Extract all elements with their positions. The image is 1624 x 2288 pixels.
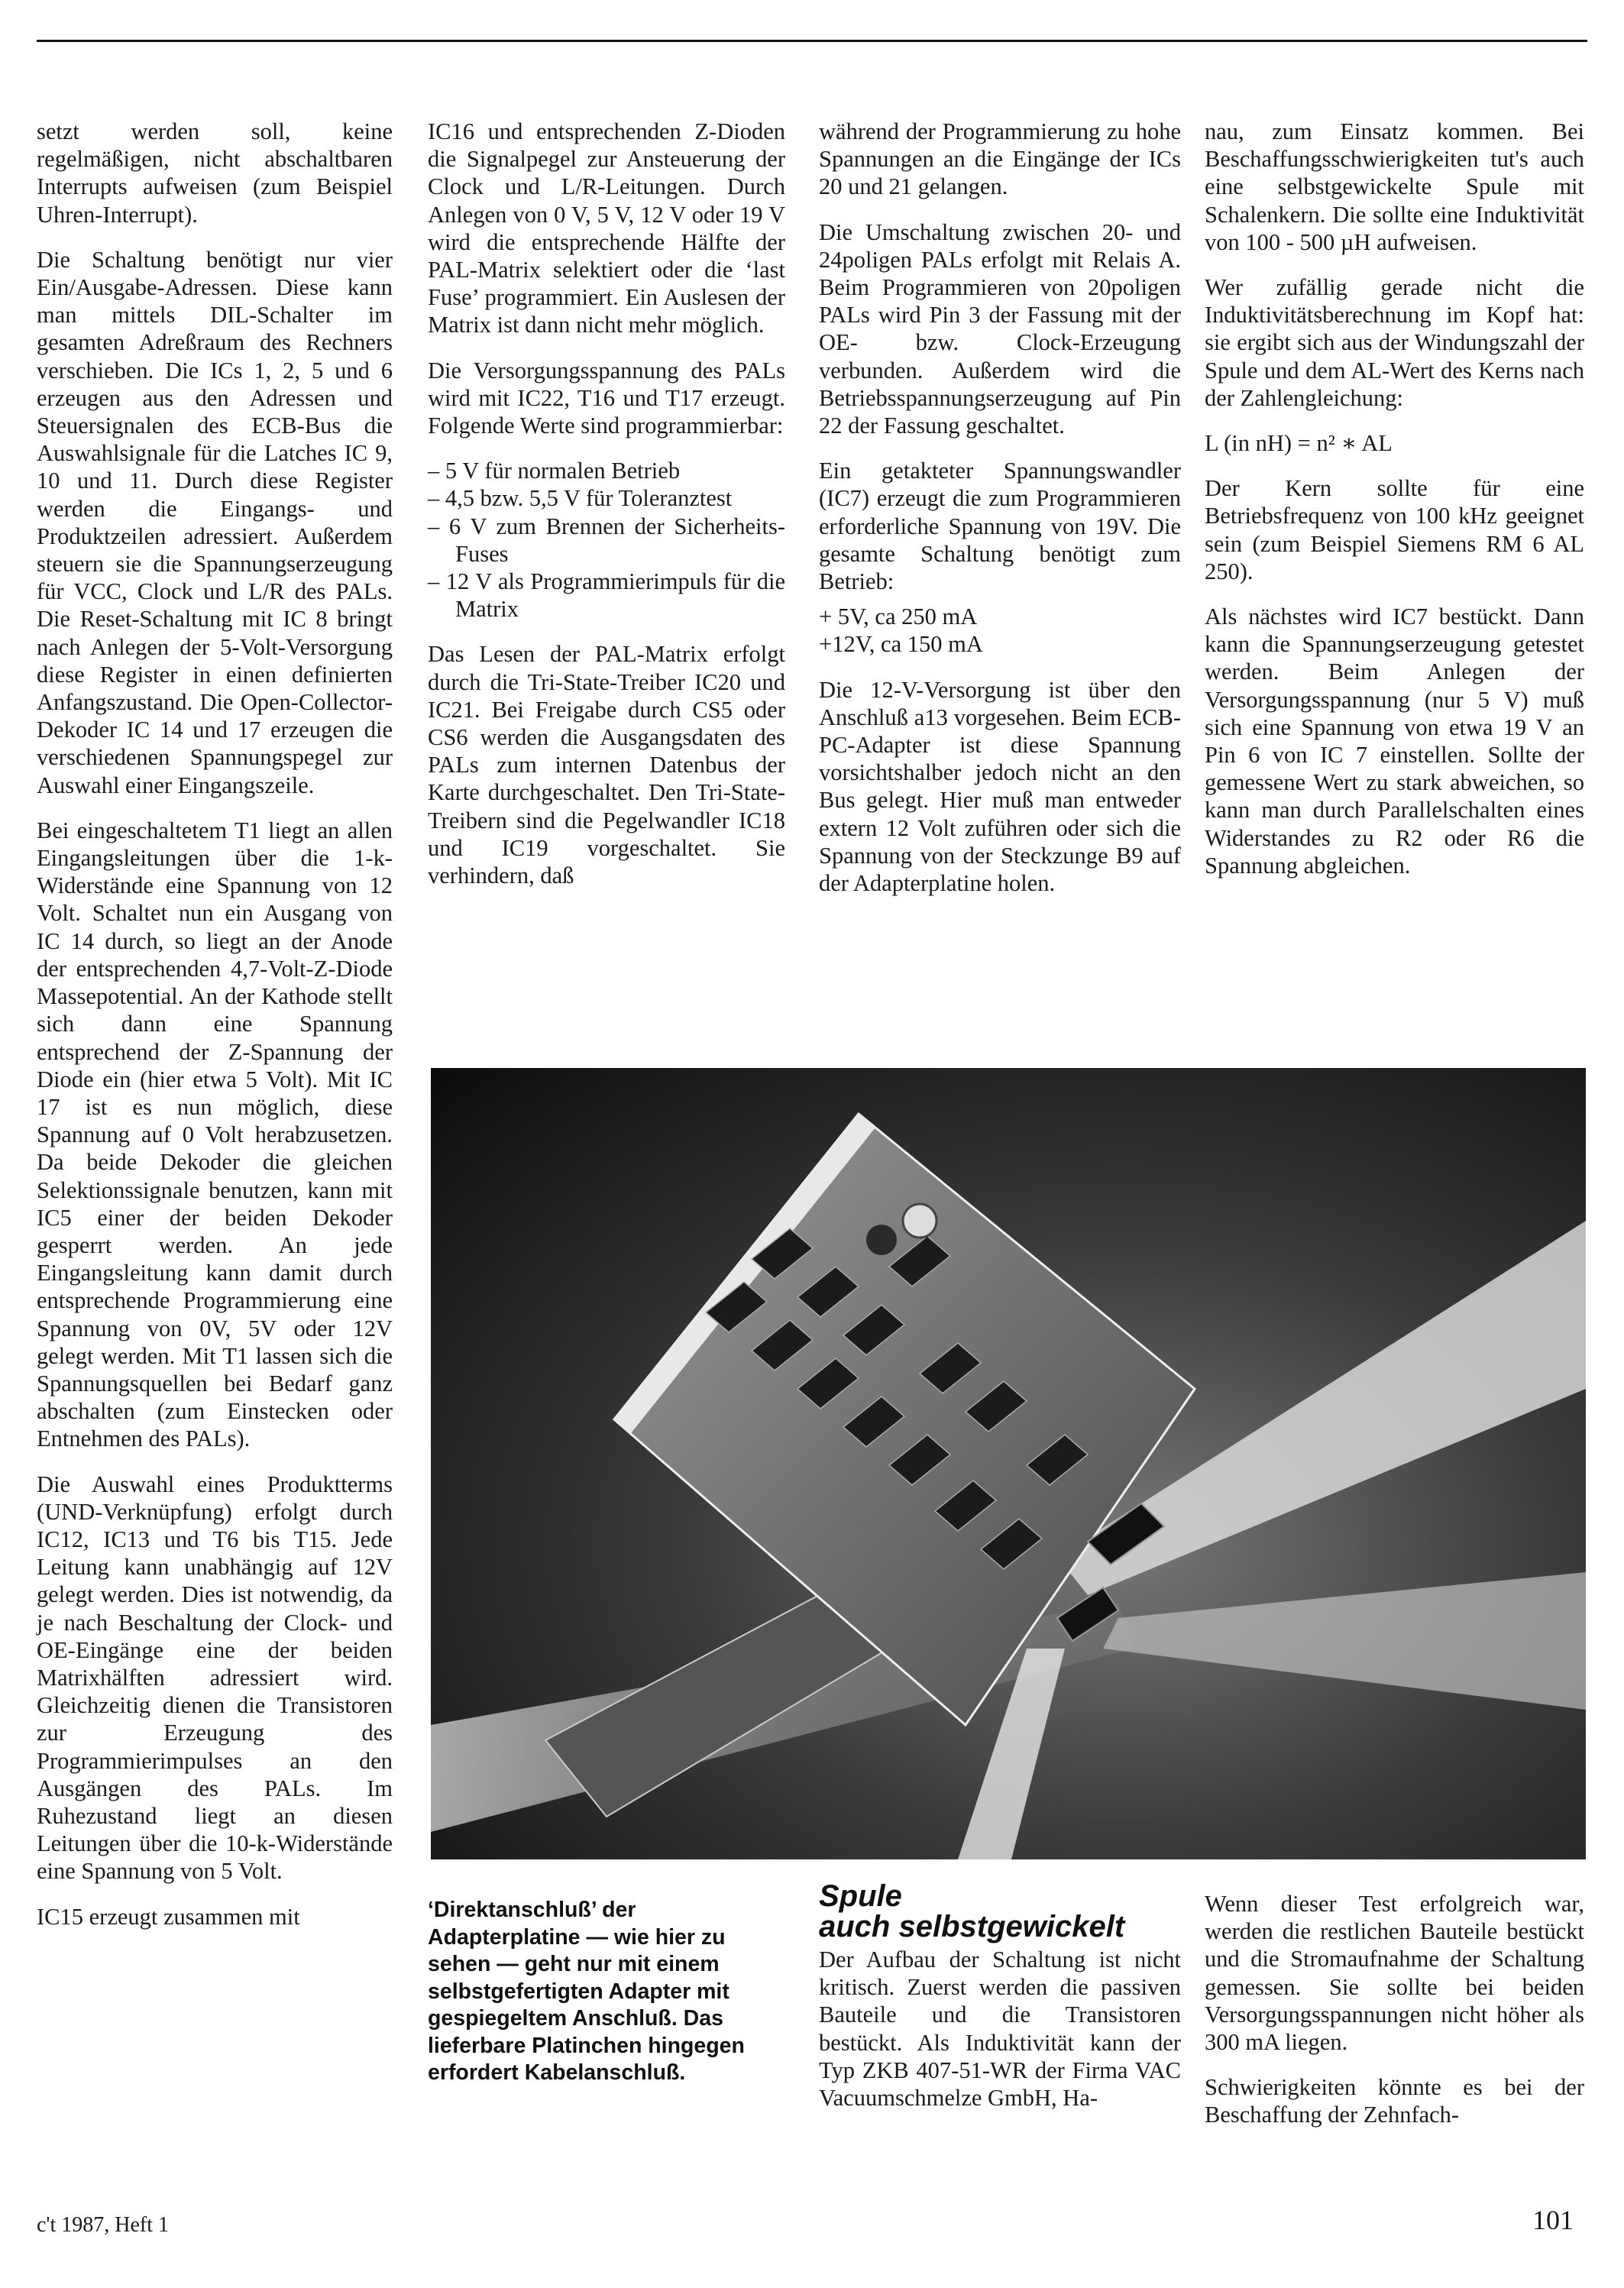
paragraph: Ein getakteter Spannungswandler (IC7) erzeugt die zum Programmieren erforderliche Spannung von 19V. Die gesamte Schaltung benötigt zum Betrieb: [819, 458, 1181, 595]
text-column-3-lower [819, 1946, 1181, 2112]
paragraph: Wenn dieser Test erfolgreich war, werden die restlichen Bauteile bestückt und die Stromaufnahme der Schaltung gemessen. Sie sollte bei beiden Versorgungsspannungen nicht höher als 300 mA liegen. [1205, 1891, 1584, 2056]
list-item: – 12 V als Programmierimpuls für die Matrix [428, 568, 785, 623]
paragraph: Die Umschaltung zwischen 20- und 24poligen PALs erfolgt mit Relais A. Beim Programmieren von 20poligen PALs wird Pin 3 der Fassung mit der OE- bzw. Clock-Erzeugung verbunden. Außerdem wird die Betriebsspannungserzeugung auf Pin 22 der Fassung geschaltet. [819, 218, 1181, 439]
paragraph: Bei eingeschaltetem T1 liegt an allen Eingangsleitungen über die 1-k-Widerstände eine Spannung von 12 Volt. Schaltet nun ein Ausgang von IC 14 durch, so liegt an der Anode der entsprechenden 4,7-Volt-Z-Diode Massepotential. An der Kathode stellt sich dann eine Spannung entsprechend der Z-Spannung der Diode ein (hier etwa 5 Volt). Mit IC 17 ist es nun möglich, diese Spannung auf 0 Volt herabzusetzen. Da beide Dekoder die gleichen Selektionssignale benutzen, kann mit IC5 einer der beiden Dekoder gesperrt werden. An jede Eingangsleitung kann damit durch entsprechende Programmierung eine Spannung von 0V, 5V oder 12V gelegt werden. Mit T1 lassen sich die Spannungsquellen bei Bedarf ganz abschalten (zum Einstecken oder Entnehmen des PALs). [37, 817, 393, 1452]
text-column-2 [428, 118, 785, 889]
paragraph: IC15 erzeugt zusammen mit [37, 1903, 300, 1930]
paragraph: Der Kern sollte für eine Betriebsfrequenz von 100 kHz geeignet sein (zum Beispiel Siemens RM 6 AL 250). [1205, 475, 1584, 584]
issue-footer: c't 1987, Heft 1 [37, 2213, 170, 2237]
page-number: 101 [1532, 2205, 1574, 2235]
header-rule [37, 40, 1587, 42]
text-column-4-lower [1205, 1890, 1584, 2129]
heading-line-1: Spule [819, 1879, 902, 1913]
circuit-board-image [431, 1068, 1586, 1859]
paragraph: Als nächstes wird IC7 bestückt. Dann kann die Spannungserzeugung getestet werden. Beim Anlegen der Versorgungsspannung (nur 5 V) muß sich eine Spannung von etwa 19 V an Pin 6 von IC 7 einstellen. Sollte der gemessene Wert zu stark abweichen, so kann man durch Parallelschalten eines Widerstandes zu R2 oder R6 die Spannung abgleichen. [1205, 604, 1584, 879]
list-item: – 5 V für normalen Betrieb [428, 458, 681, 484]
heading-line-2: auch selbstgewickelt [819, 1910, 1125, 1943]
paragraph: Schwierigkeiten könnte es bei der Beschaffung der Zehnfach- [1205, 2074, 1584, 2128]
paragraph: nau, zum Einsatz kommen. Bei Beschaffungsschwierigkeiten tut's auch eine selbstgewickelte Spule mit Schalenkern. Die sollte eine Induktivität von 100 - 500 µH aufweisen. [1205, 118, 1584, 255]
paragraph: Wer zufällig gerade nicht die Induktivitätsberechnung im Kopf hat: sie ergibt sich aus der Windungszahl der Spule und dem AL-Wert des Kerns nach der Zahlengleichung: [1205, 274, 1584, 411]
text-column-3 [819, 118, 1181, 897]
supply-list [819, 603, 1181, 658]
supply-5v: + 5V, ca 250 mA [819, 604, 978, 630]
paragraph: IC16 und entsprechenden Z-Dioden die Signalpegel zur Ansteuerung der Clock und L/R-Leitungen. Durch Anlegen von 0 V, 5 V, 12 V oder 19 V wird die entsprechende Hälfte der PAL-Matrix selektiert oder die ‘last Fuse’ programmiert. Ein Auslesen der Matrix ist dann nicht mehr möglich. [428, 118, 785, 338]
paragraph: Die Auswahl eines Produktterms (UND-Verknüpfung) erfolgt durch IC12, IC13 und T6 bis T15. Jede Leitung kann unabhängig auf 12V gelegt werden. Dies ist notwendig, da je nach Beschaltung der Clock- und OE-Eingänge eine der beiden Matrixhälften adressiert wird. Gleichzeitig dienen die Transistoren zur Erzeugung des Programmierimpulses an den Ausgängen des PALs. Im Ruhezustand liegt an diesen Leitungen über die 10-k-Widerstände eine Spannung von 5 Volt. [37, 1471, 393, 1885]
section-heading [819, 1881, 1186, 1942]
voltage-list [428, 457, 785, 623]
paragraph: Das Lesen der PAL-Matrix erfolgt durch die Tri-State-Treiber IC20 und IC21. Bei Freigabe durch CS5 oder CS6 werden die Ausgangsdaten des PALs zum internen Datenbus der Karte durchgeschaltet. Den Tri-State-Treibern sind die Pegelwandler IC18 und IC19 vorgeschaltet. Sie verhindern, daß [428, 641, 785, 889]
list-item: – 6 V zum Brennen der Sicherheits-Fuses [428, 513, 785, 567]
paragraph: setzt werden soll, keine regelmäßigen, nicht abschaltbaren Interrupts aufweisen (zum Beispiel Uhren-Interrupt). [37, 118, 393, 228]
paragraph: Der Aufbau der Schaltung ist nicht kritisch. Zuerst werden die passiven Bauteile und die Transistoren bestückt. Als Induktivität kann der Typ ZKB 407-51-WR der Firma VAC Vacuumschmelze GmbH, Ha- [819, 1947, 1181, 2112]
paragraph: Die Versorgungsspannung des PALs wird mit IC22, T16 und T17 erzeugt. Folgende Werte sind programmierbar: [428, 357, 785, 439]
list-item: – 4,5 bzw. 5,5 V für Toleranztest [428, 485, 733, 512]
formula: L (in nH) = n² ∗ AL [1205, 430, 1393, 457]
text-column-4 [1205, 118, 1584, 879]
photo-caption: ‘Direktanschluß’ der Adapterplatine — wie hier zu sehen — geht nur mit einem selbstgefertigten Adapter mit gespiegeltem Anschluß. Das lieferbare Platinchen hingegen erfordert Kabelanschluß. [428, 1898, 745, 2085]
paragraph: Die 12-V-Versorgung ist über den Anschluß a13 vorgesehen. Beim ECB-PC-Adapter ist diese Spannung vorsichtshalber jedoch nicht an den Bus gelegt. Hier muß man entweder extern 12 Volt zuführen oder sich die Spannung von der Steckzunge B9 auf der Adapterplatine holen. [819, 676, 1181, 897]
supply-12v: +12V, ca 150 mA [819, 631, 983, 658]
text-column-1 [37, 118, 393, 1930]
circuit-board-photo [431, 1068, 1586, 1859]
paragraph: Die Schaltung benötigt nur vier Ein/Ausgabe-Adressen. Diese kann man mittels DIL-Schalter im gesamten Adreßraum des Rechners verschieben. Die ICs 1, 2, 5 und 6 erzeugen aus den Adressen und Steuersignalen des ECB-Bus die Auswahlsignale für die Latches IC 9, 10 und 11. Durch diese Register werden die Eingangs- und Produktzeilen adressiert. Außerdem steuern sie die Spannungserzeugung für VCC, Clock und L/R des PALs. Die Reset-Schaltung mit IC 8 bringt nach Anlegen der 5-Volt-Versorgung diese Register in einen definierten Anfangszustand. Die Open-Collector-Dekoder IC 14 und 17 erzeugen die verschiedenen Spannungspegel zur Auswahl einer Eingangszeile. [37, 246, 393, 798]
paragraph: während der Programmierung zu hohe Spannungen an die Eingänge der ICs 20 und 21 gelangen. [819, 118, 1181, 200]
